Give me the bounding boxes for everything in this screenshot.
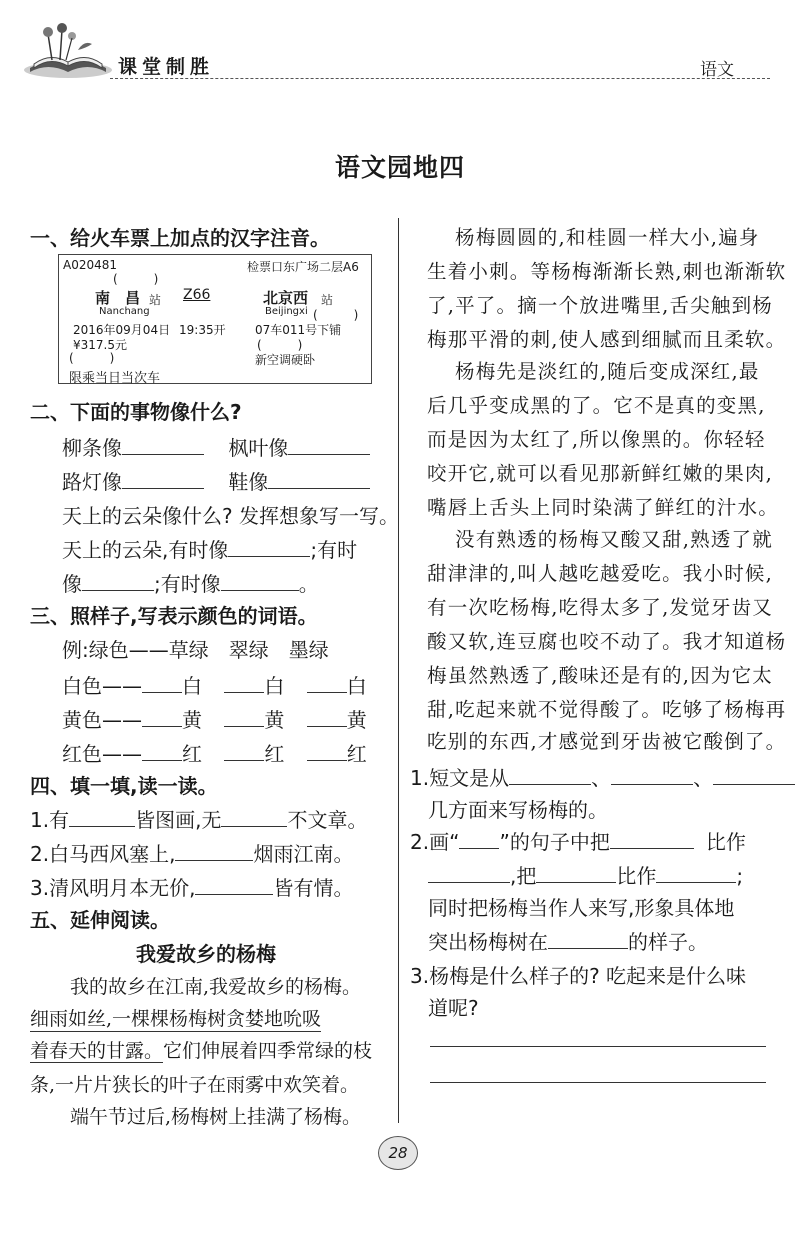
q5-text: 比作 (616, 864, 657, 888)
q5-text: 2.画“ (410, 830, 460, 854)
story-right-line: 没有熟透的杨梅又酸又甜,熟透了就 (455, 528, 773, 551)
q2-text: 像 (62, 572, 82, 596)
q5-2 (410, 826, 746, 855)
q5-text: ; (736, 864, 744, 888)
header-rule (110, 78, 770, 79)
q5-text: 的样子。 (628, 930, 708, 954)
ticket-station-suffix-2: 站 (321, 293, 334, 307)
q5-text: 、 (591, 766, 612, 790)
ticket-to-pinyin: Beijingxi (265, 306, 308, 317)
blank[interactable] (224, 675, 264, 693)
section5-heading: 五、延伸阅读。 (30, 908, 170, 932)
q5-2-cont3 (428, 926, 708, 955)
blank[interactable] (221, 573, 299, 591)
ticket-price: ¥317.5元 (73, 338, 127, 352)
q5-2-cont2: 同时把杨梅当作人来写,形象具体地 (428, 896, 735, 920)
story-left-line: 我的故乡在江南,我爱故乡的杨梅。 (70, 976, 362, 998)
q2-row2 (62, 466, 370, 495)
q2-text: ;有时 (310, 538, 358, 562)
header-title: 课堂制胜 (118, 56, 215, 78)
blank[interactable] (307, 709, 347, 727)
q4-text: 2.白马西风塞上, (30, 842, 176, 866)
q3-char: 红 (182, 742, 202, 766)
train-ticket (58, 254, 372, 384)
blank[interactable] (122, 471, 204, 489)
story-right-line: 有一次吃杨梅,吃得太多了,发觉牙齿又 (427, 596, 773, 619)
q2-item-lamp: 路灯像 (62, 470, 122, 494)
blank[interactable] (69, 809, 135, 827)
story-right-line: 后几乎变成黑的了。它不是真的变黑, (427, 394, 766, 417)
q4-text: 皆图画,无 (135, 808, 222, 832)
blank[interactable] (228, 539, 310, 557)
ticket-to: 北京西 (263, 289, 309, 307)
story-right-line: 杨梅先是淡红的,随后变成深红,最 (455, 360, 760, 383)
section4-heading: 四、填一填,读一读。 (30, 774, 218, 798)
blank[interactable] (82, 573, 154, 591)
q3-row-red (62, 738, 367, 767)
story-right-line: 而是因为太红了,所以像黑的。你轻轻 (427, 428, 766, 451)
blank[interactable] (288, 437, 370, 455)
ticket-paren-2: ( ) (313, 308, 359, 322)
q2-item-shoe: 鞋像 (228, 470, 269, 494)
q4-line2 (30, 838, 353, 867)
blank[interactable] (536, 865, 616, 883)
blank[interactable] (122, 437, 204, 455)
q4-text: 不文章。 (287, 808, 368, 832)
ticket-date: 2016年09月04日 (73, 323, 171, 337)
q5-text: ,把 (510, 864, 537, 888)
story-right-line: 酸又软,连豆腐也咬不动了。我才知道杨 (427, 630, 787, 653)
q5-text: 比作 (705, 830, 746, 854)
ticket-from: 南 昌 (95, 289, 141, 307)
q5-1-cont: 几方面来写杨梅的。 (428, 798, 608, 822)
blank[interactable] (459, 831, 499, 849)
answer-line[interactable] (430, 1046, 766, 1047)
ticket-train: Z66 (183, 287, 211, 303)
blank[interactable] (428, 865, 510, 883)
story-right-line: 咬开它,就可以看见那新鲜红嫩的果肉, (427, 462, 773, 485)
q3-char: 白 (264, 674, 285, 698)
ticket-paren-3: ( ) (257, 338, 303, 352)
book-flower-logo-icon (22, 20, 114, 80)
blank[interactable] (142, 743, 182, 761)
story-right-line: 吃别的东西,才感觉到牙齿被它酸倒了。 (427, 730, 787, 753)
q2-item-maple: 枫叶像 (228, 436, 289, 460)
section1-heading: 一、给火车票上加点的汉字注音。 (30, 226, 330, 250)
header-subject: 语文 (700, 60, 734, 80)
q5-3-cont: 道呢? (428, 996, 479, 1020)
q4-text: 3.清风明月本无价, (30, 876, 196, 900)
q4-line3 (30, 872, 353, 901)
q3-example: 例:绿色——草绿 翠绿 墨绿 (62, 638, 329, 662)
blank[interactable] (175, 843, 253, 861)
story-right-line: 生着小刺。等杨梅渐渐长熟,刺也渐渐软 (427, 260, 787, 283)
q5-text: ”的句子中把 (499, 830, 610, 854)
ticket-class: 新空调硬卧 (255, 353, 316, 367)
q3-char: 红 (264, 742, 285, 766)
q2-text: 天上的云朵,有时像 (62, 538, 229, 562)
section3-heading: 三、照样子,写表示颜色的词语。 (30, 604, 318, 628)
story-left-line: 端午节过后,杨梅树上挂满了杨梅。 (70, 1106, 362, 1128)
q3-char: 黄 (182, 708, 202, 732)
q4-line1 (30, 804, 367, 833)
blank[interactable] (548, 931, 628, 949)
q2-text: 。 (298, 572, 319, 596)
q2-row1 (62, 432, 370, 461)
q3-label: 黄色—— (62, 708, 142, 732)
ticket-code: A020481 (63, 258, 118, 272)
story-right-line: 嘴唇上舌头上同时染满了鲜红的汁水。 (427, 496, 779, 519)
ticket-note: 限乘当日当次车 (69, 371, 161, 386)
page-header (0, 0, 800, 90)
story-right-line: 甜津津的,叫人越吃越爱吃。我小时候, (427, 562, 773, 585)
q5-1 (410, 762, 795, 791)
story-left-line: 条,一片片狭长的叶子在雨雾中欢笑着。 (30, 1074, 360, 1096)
q2-text: ;有时像 (154, 572, 221, 596)
q2-item-willow: 柳条像 (62, 436, 122, 460)
blank[interactable] (713, 767, 795, 785)
q5-text: 突出杨梅树在 (428, 930, 548, 954)
story-right-line: 甜,吃起来就不觉得酸了。吃够了杨梅再 (427, 698, 787, 721)
q3-label: 红色—— (62, 742, 142, 766)
ticket-time: 19:35开 (179, 323, 226, 337)
ticket-paren-4: ( ) (69, 351, 115, 365)
story-right-line: 梅那平滑的刺,使人感到细腻而且柔软。 (427, 328, 787, 351)
q5-3: 3.杨梅是什么样子的? 吃起来是什么味 (410, 964, 747, 988)
blank[interactable] (307, 675, 347, 693)
q3-char: 红 (346, 742, 367, 766)
section2-heading: 二、下面的事物像什么? (30, 400, 242, 424)
q3-row-yellow (62, 704, 367, 733)
q5-text: 1.短文是从 (410, 766, 510, 790)
q2-cloud-line2 (62, 568, 319, 597)
blank[interactable] (142, 709, 182, 727)
q3-char: 白 (346, 674, 367, 698)
blank[interactable] (142, 675, 182, 693)
blank[interactable] (307, 743, 347, 761)
q4-text: 烟雨江南。 (253, 842, 354, 866)
q4-text: 1.有 (30, 808, 70, 832)
blank[interactable] (268, 471, 370, 489)
story-right-line: 了,平了。摘一个放进嘴里,舌尖触到杨 (427, 294, 773, 317)
blank[interactable] (509, 767, 591, 785)
blank[interactable] (656, 865, 736, 883)
column-divider (398, 218, 399, 1123)
blank[interactable] (224, 743, 264, 761)
answer-line[interactable] (430, 1082, 766, 1083)
ticket-paren: ( ) (113, 272, 159, 286)
ticket-station-suffix: 站 (149, 293, 162, 307)
story-title: 我爱故乡的杨梅 (136, 942, 276, 966)
page-title: 语文园地四 (334, 153, 465, 182)
story-left-line: 着春天的甘露。它们伸展着四季常绿的枝 (30, 1040, 373, 1062)
q2-prompt: 天上的云朵像什么? 发挥想象写一写。 (62, 504, 399, 528)
page-number: 28 (378, 1136, 418, 1170)
blank[interactable] (224, 709, 264, 727)
q3-char: 白 (182, 674, 202, 698)
q5-2-cont (428, 860, 743, 889)
q5-text: 、 (693, 766, 714, 790)
blank[interactable] (221, 809, 287, 827)
ticket-from-pinyin: Nanchang (99, 306, 150, 317)
blank[interactable] (611, 767, 693, 785)
story-right-line: 杨梅圆圆的,和桂圆一样大小,遍身 (455, 226, 760, 249)
ticket-seat: 07车011号下铺 (255, 323, 342, 337)
blank[interactable] (610, 831, 694, 849)
q3-row-white (62, 670, 367, 699)
q4-text: 皆有情。 (273, 876, 354, 900)
q2-cloud-line1 (62, 534, 357, 563)
q3-char: 黄 (264, 708, 285, 732)
ticket-gate: 检票口东广场二层A6 (247, 260, 359, 274)
blank[interactable] (195, 877, 273, 895)
story-right-line: 梅虽然熟透了,酸味还是有的,因为它太 (427, 664, 773, 687)
q3-label: 白色—— (62, 674, 142, 698)
q3-char: 黄 (346, 708, 367, 732)
story-left-line: 细雨如丝,一棵棵杨梅树贪婪地吮吸 (30, 1004, 321, 1032)
